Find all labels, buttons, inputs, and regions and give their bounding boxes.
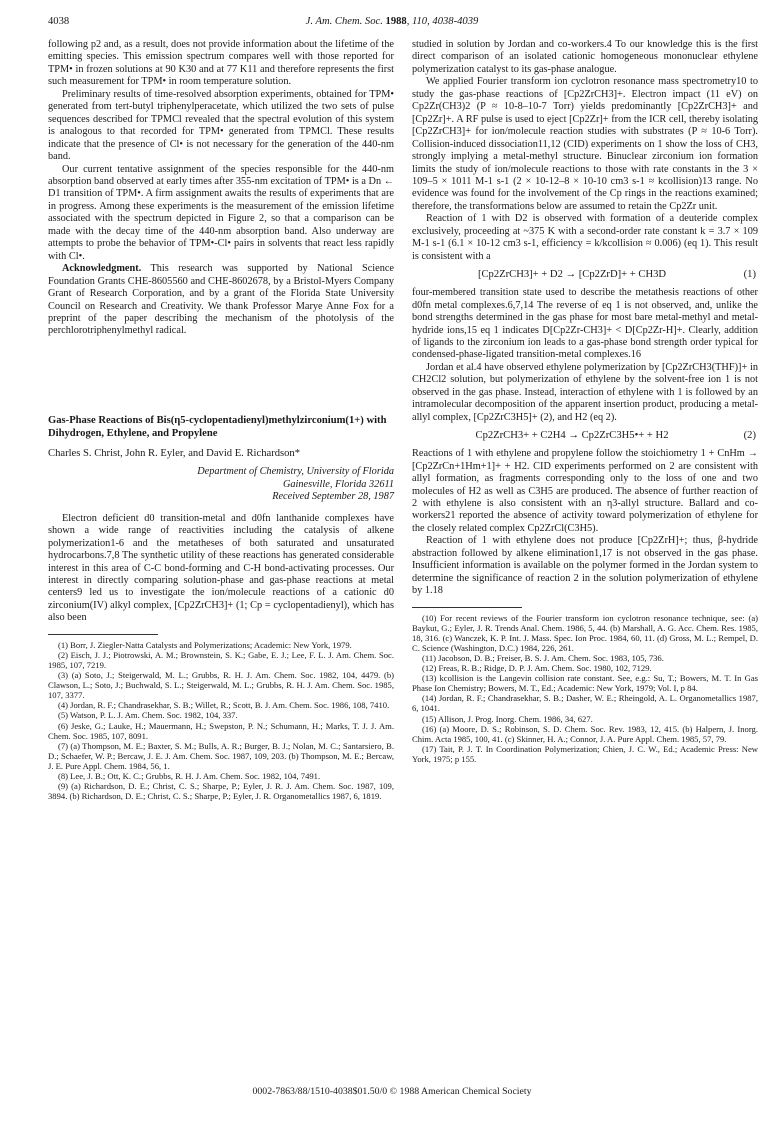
body-paragraph: We applied Fourier transform ion cyclotron resonance mass spectrometry10 to study the gas-phase reactions of [Cp2ZrCH3]+. Electron impact (11 eV) on Cp2Zr(CH3)2 (P ≈ 10-8–10-7 Torr) yields predominantly [Cp2ZrCH3]+ and [Cp2Zr]+. A RF pulse is used to eject [Cp2Zr]+ from the ICR cell, thereby isolating [Cp2ZrCH3]+ for ion/molecule reaction studies with substrates (P ≈ 10-6 Torr). Collision-induced dissociation11,12 (CID) experiments on 1 show the loss of CH3, strongly implying a metal-methyl structure. Binuclear zirconium ion formation limits the study of ion/molecule reactions to those with rate constants in the 3 × 109–5 × 1011 M-1 s-1 (2 × 10-12–8 × 10-10 cm3 s-1 ≈ kcollision)13 range. No evidence was found for the involvement of the Cp rings in the reactions examined; therefore, the transformations below are assumed to retain the Cp2Zr unit. [412,76,758,212]
body-paragraph: studied in solution by Jordan and co-workers.4 To our knowledge this is the first direct comparison of an isolated cationic homogeneous mononuclear ethylene polymerization catalyst to its gas-phase analogue. [412,39,758,75]
footnote: (5) Watson, P. L. J. Am. Chem. Soc. 1982, 104, 337. [58,710,238,721]
journal-volume: 110 [412,16,428,27]
running-header [48,16,736,34]
equation-expression: [Cp2ZrCH3]+ + D2 → [Cp2ZrD]+ + CH3D [477,269,667,281]
footnote: (16) (a) Moore, D. S.; Robinson, S. D. Chem. Soc. Rev. 1983, 12, 415. (b) Halpern, J. Inorg. Chim. Acta 1985, 100, 41. (c) Skinner, H. A.; Connor, J. A. Pure Appl. Chem. 1985, 57, 79. [412,723,758,744]
journal-pages: , 4038-4039 [427,16,479,27]
authors: Charles S. Christ, John R. Eyler, and David E. Richardson* [48,447,301,459]
acknowledgment-label: Acknowledgment. [62,263,142,275]
body-paragraph: Reaction of 1 with ethylene does not produce [Cp2ZrH]+; thus, β-hydride abstraction followed by alkene elimination1,17 is not observed in the gas phase. Insufficient information is available on the polymer formed in the Jordan system to determine the significance of reaction 2 in the solution polymerization of ethylene by 1.18 [412,535,758,597]
equation-1 [412,263,758,287]
footnote: (13) kcollision is the Langevin collision rate constant. See, e.g.: Su, T.; Bowers, M. T. In Gas Phase Ion Chemistry; Bowers, M. T., Ed.; Academic: New York, 1979; Vol. I, p 84. [412,673,758,694]
footnote: (9) (a) Richardson, D. E.; Christ, C. S.; Sharpe, P.; Eyler, J. R. J. Am. Chem. Soc. 1987, 109, 3894. (b) Richardson, D. E.; Christ, C. S.; Sharpe, P.; Eyler, J. R. Organometallics 1987, 6, 1819. [48,781,394,802]
footnote: (8) Lee, J. B.; Ott, K. C.; Grubbs, R. H. J. Am. Chem. Soc. 1982, 104, 7491. [58,770,321,781]
page-number: 4038 [48,16,70,27]
affiliation-city: Gainesville, Florida 32611 [282,478,394,490]
affiliation [48,466,394,491]
equation-expression: Cp2ZrCH3+ + C2H4 → Cp2ZrC3H5•+ + H2 [475,430,669,442]
right-column [412,39,758,764]
body-paragraph: Preliminary results of time-resolved absorption experiments, obtained for TPM• generated from tert-butyl triphenylperacetate, which utilized the two sets of pulse sequences described for TPMCl revealed that the spectral evolution of this system is analogous to that recorded for TPM• generated from TPMCl. These results indicate that the presence of Cl• is not necessary for the generation of the 440-nm band. [48,88,394,163]
body-paragraph: Electron deficient d0 transition-metal and d0fn lanthanide complexes have shown a wide range of reactivities including the catalysis of alkene polymerization1-6 and the metatheses of both saturated and unsaturated hydrocarbons.7,8 The synthetic utility of these reactions has generated considerable interest in this area of C-C bond-forming and C-H bond-activating processes. Our interest in directly comparing solution-phase and gas-phase reactions at metal centers9 led us to investigate the ion/molecule reactions of a cationic d0 zirconium(IV) alkyl complex, [Cp2ZrCH3]+ (1; Cp = cyclopentadienyl), which has also been [48,512,394,624]
article-title: Gas-Phase Reactions of Bis(η5-cyclopentadienyl)methylzirconium(1+) with Dihydrogen, Ethylene, and Propylene [48,414,387,439]
body-paragraph: Jordan et al.4 have observed ethylene polymerization by [Cp2ZrCH3(THF)]+ in CH2Cl2 solution, but polymerization of ethylene by the solvent-free ion 1 is not observed in the gas phase. Instead, interaction of ethylene with 1 is followed by an intramolecular decomposition of the apparent insertion product, producing a metal-allyl complex, [Cp2ZrC3H5]+ (2), and H2 (eq 2). [412,361,758,423]
body-paragraph: Reaction of 1 with D2 is observed with formation of a deuteride complex exclusively, proceeding at ~375 K with a second-order rate constant k = 3.7 × 109 M-1 s-1 (6.1 × 10-12 cm3 s-1, efficiency = k/kcollision ≈ 0.006) (eq 1). This result is consistent with a [412,213,758,262]
footnote: (17) Tait, P. J. T. In Coordination Polymerization; Chien, J. C. W., Ed.; Academic Press: New York, 1975; p 155. [412,743,758,764]
footnote: (1) Borr, J. Ziegler-Natta Catalysts and Polymerizations; Academic: New York, 1979. [58,639,352,650]
acknowledgment-text: This research was supported by National Science Foundation Grants CHE-8605560 and CHE-8602678, by a Bristol-Myers Company Grant of Research Corporation, and by a grant of the Florida State University Council on Research and Creativity. We thank Professor Marye Anne Fox for a preprint of the paper describing the mechanism of the photolysis of the perchlorotriphenylmethyl radical. [48,263,394,337]
equation-number: (1) [743,269,756,281]
journal-citation: J. Am. Chem. Soc. 1988, 110, 4038-4039 [305,16,479,27]
footnote: (6) Jeske, G.; Lauke, H.; Mauermann, H.; Swepston, P. N.; Schumann, H.; Marks, T. J. J. Am. Chem. Soc. 1985, 107, 8091. [48,720,394,741]
equation-number: (2) [743,430,756,442]
footnote-divider [412,607,522,608]
footnotes-right [412,613,758,764]
body-paragraph: Reactions of 1 with ethylene and propylene follow the stoichiometry 1 + CnHm → [Cp2ZrCn+1Hm+1]+ + H2. CID experiments performed on 2 are consistent with allyl formation, as fragments corresponding only to the loss of one and two molecules of H2 as well as C3H5 are produced. The absence of further reaction of 2 with ethylene is also consistent with an η3-allyl structure. Ballard and co-workers21 reported the absence of activity toward polymerization of ethylene for the closely related complex Cp2ZrCl(C3H5). [412,448,758,534]
body-paragraph: Our current tentative assignment of the species responsible for the 440-nm absorption band observed at early times after 355-nm excitation of TPM• is a Dn ← D1 transition of TPM•. A firm assignment awaits the results of experiments that are in progress. Among these experiments is the measurement of the emission lifetime associated with the spectrum depicted in Figure 2, so that a comparison can be made with the decay time of the 440-nm absorption band. Also underway are attempts to probe the behavior of TPM•-Cl• pairs in solvents that react less rapidly with Cl•. [48,163,394,262]
footnote: (2) Eisch, J. J.; Piotrowski, A. M.; Brownstein, S. K.; Gabe, E. J.; Lee, F. L. J. Am. Chem. Soc. 1985, 107, 7219. [48,649,394,670]
footnote: (12) Freas, R. B.; Ridge, D. P. J. Am. Chem. Soc. 1980, 102, 7129. [422,663,652,674]
body-paragraph: four-membered transition state used to describe the metathesis reactions of other d0fn metal complexes.6,7,14 The reverse of eq 1 is not observed, and, unlike the bond strengths determined in the gas phase for most bare metal-methyl and metal-hydride ions,15 eq 1 indicates D[Cp2Zr-CH3]+ < D[Cp2Zr-H]+. Clearly, addition of ligands to the zirconium ion leads to a gas-phase bond strength order typical for condensed-phase-ligated transition-metal complexes.16 [412,287,758,361]
footnote: (4) Jordan, R. F.; Chandrasekhar, S. B.; Willet, R.; Scott, B. J. Am. Chem. Soc. 1986, 108, 7410. [58,700,390,711]
journal-year: 1988 [385,16,407,27]
footnote: (10) For recent reviews of the Fourier transform ion cyclotron resonance technique, see: (a) Baykut, G.; Eyler, J. R. Trends Anal. Chem. 1986, 5, 44. (b) Marshall, A. G. Acc. Chem. Res. 1985, 18, 316. (c) Wanczek, K. P. Int. J. Mass. Spec. Ion Proc. 1984, 60, 11. (d) Gross, M. L.; Rempel, D. C. Science (Washington, D.C.) 1984, 226, 261. [412,612,758,653]
footnotes-left [48,640,394,802]
footnote-divider [48,634,158,635]
journal-name: J. Am. Chem. Soc. [305,16,383,27]
page-footer: 0002-7863/88/1510-4038$01.50/0 © 1988 American Chemical Society [252,1086,532,1097]
footnote: (3) (a) Soto, J.; Steigerwald, M. L.; Grubbs, R. H. J. Am. Chem. Soc. 1982, 104, 4479. (b) Clawson, L.; Soto, J.; Buchwald, S. L.; Steigerwald, M. L.; Grubbs, R. H. J. Am. Chem. Soc. 1985, 107, 3377. [48,670,394,701]
acknowledgment [48,263,394,338]
footnote: (11) Jacobson, D. B.; Freiser, B. S. J. Am. Chem. Soc. 1983, 105, 736. [422,652,664,663]
footnote: (15) Allison, J. Prog. Inorg. Chem. 1986, 34, 627. [422,713,593,724]
received-date: Received September 28, 1987 [272,491,394,503]
left-column [48,39,394,801]
footnote: (7) (a) Thompson, M. E.; Baxter, S. M.; Bulls, A. R.; Burger, B. J.; Nolan, M. C.; Santarsiero, B. D.; Schaefer, W. P.; Bercaw, J. E. J. Am. Chem. Soc. 1987, 109, 203. (b) Thompson, M. E.; Bercaw, J. E. Pure Appl. Chem. 1984, 56, 1. [48,740,394,771]
footnote: (14) Jordan, R. F.; Chandrasekhar, S. B.; Dasher, W. E.; Rheingold, A. L. Organometallics 1987, 6, 1041. [412,693,758,714]
body-paragraph: following p2 and, as a result, does not provide information about the lifetime of the emitting species. This emission spectrum compares well with those reported for TPM• in frozen solutions at 90 K30 and at 77 K11 and therefore represents the first such measurement for TPM• in room temperature solution. [48,39,394,88]
equation-2 [412,424,758,448]
affiliation-department: Department of Chemistry, University of Florida [197,466,394,478]
